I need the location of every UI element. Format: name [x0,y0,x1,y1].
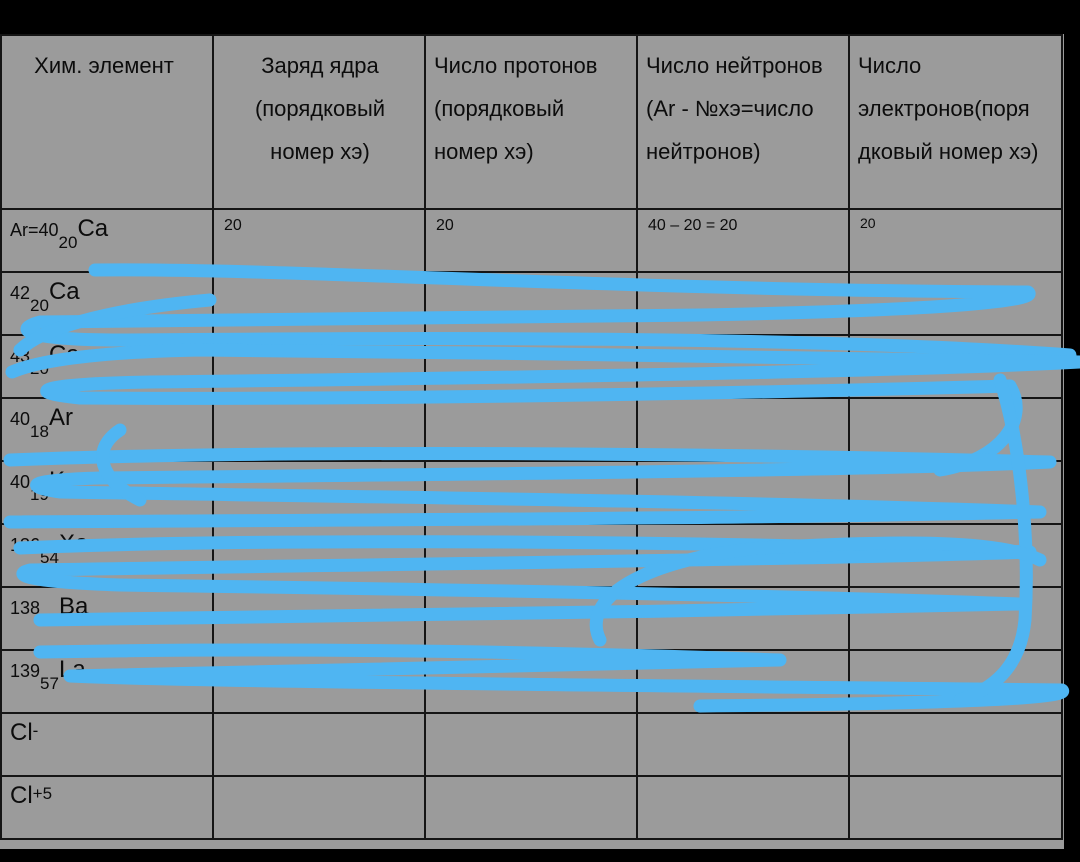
isotope-notation [2,651,212,693]
charge-value [214,273,424,280]
atomic-number: 18 [30,422,49,441]
charge-cell [213,650,425,713]
neutrons-value [638,462,848,469]
protons-cell [425,587,637,650]
mass-number: 136 [10,535,41,555]
element-symbol: Xe [58,530,89,557]
electrons-value [850,588,1061,593]
header-neutrons: Число нейтронов (Ar - №хэ=число нейтронов) [637,35,849,209]
table-row [1,209,1062,272]
neutrons-value [638,525,848,532]
charge-cell [213,335,425,398]
protons-value [426,777,636,784]
protons-cell [425,272,637,335]
electrons-value [850,777,1061,782]
mass-number: 40 [10,409,31,429]
charge-cell [213,713,425,776]
electrons-value [850,651,1061,656]
protons-cell [425,398,637,461]
element-symbol: Ca [48,341,80,368]
atomic-number: 20 [30,296,49,315]
isotope-notation [2,714,212,746]
table-row [1,461,1062,524]
neutrons-value [638,273,848,280]
element-symbol: K [48,467,65,494]
isotope-notation [2,273,212,315]
neutrons-value [638,714,848,721]
electrons-value [850,399,1061,404]
electrons-cell [849,776,1062,839]
element-cell [1,650,213,713]
electrons-value [850,273,1061,278]
electrons-value [850,525,1061,530]
protons-cell [425,461,637,524]
element-symbol: Ca [77,215,109,242]
element-cell [1,587,213,650]
neutrons-cell [637,335,849,398]
neutrons-value: 40 – 20 = 20 [648,217,738,234]
isotope-notation [2,336,212,378]
charge-cell [213,524,425,587]
element-cell [1,461,213,524]
header-nuclear-charge: Заряд ядра (порядковый номер хэ) [213,35,425,209]
electrons-value [850,462,1061,467]
neutrons-cell [637,713,849,776]
charge-cell [213,398,425,461]
atomic-number: 57 [40,674,59,693]
electrons-value [850,714,1061,719]
element-cell [1,335,213,398]
isotope-notation [2,399,212,441]
charge-value [214,777,424,784]
charge-value [214,651,424,658]
element-symbol: Cl [10,782,33,809]
element-cell [1,524,213,587]
neutrons-cell [637,209,849,272]
element-cell [1,272,213,335]
neutrons-cell [637,398,849,461]
neutrons-cell [637,587,849,650]
table-row [1,776,1062,839]
header-element: Хим. элемент [1,35,213,209]
electrons-value [850,336,1061,341]
ion-charge: - [32,721,39,740]
neutrons-value [638,588,848,595]
atomic-number: 20 [30,359,49,378]
atomic-number: 20 [58,233,78,252]
charge-cell [213,776,425,839]
table-row [1,650,1062,713]
mass-number: 42 [10,283,31,303]
charge-value [214,714,424,721]
element-cell [1,398,213,461]
protons-cell [425,776,637,839]
table-row [1,587,1062,650]
protons-value [426,336,636,343]
protons-cell [425,524,637,587]
isotope-notation [2,588,212,630]
isotope-notation [2,777,212,809]
protons-cell [425,713,637,776]
charge-value [214,525,424,532]
mass-number: Ar=40 [10,220,59,240]
protons-value: 20 [436,217,454,234]
charge-value [214,462,424,469]
protons-value [426,588,636,595]
neutrons-cell [637,776,849,839]
charge-value [214,399,424,406]
table-row [1,398,1062,461]
neutrons-value [638,336,848,343]
protons-value [426,525,636,532]
electrons-cell [849,713,1062,776]
electrons-cell [849,461,1062,524]
protons-value [426,273,636,280]
electrons-cell [849,272,1062,335]
table-row [1,272,1062,335]
protons-value [426,399,636,406]
mass-number: 138 [10,598,41,618]
header-protons: Число протонов (порядковый номер хэ) [425,35,637,209]
table-row [1,713,1062,776]
atomic-number: 19 [30,485,49,504]
protons-cell [425,650,637,713]
element-symbol: La [58,656,86,683]
neutrons-cell [637,461,849,524]
ion-charge: +5 [32,784,53,803]
neutrons-cell [637,650,849,713]
atomic-number: 54 [40,548,59,567]
electrons-cell [849,650,1062,713]
header-electrons: Число электронов(поря дковый номер хэ) [849,35,1062,209]
mass-number: 40 [10,472,31,492]
protons-value [426,714,636,721]
element-cell [1,713,213,776]
element-symbol: Ar [48,404,73,431]
element-symbol: Ba [58,593,89,620]
atomic-number: 56 [40,611,59,630]
element-cell [1,776,213,839]
chemistry-table [0,34,1063,840]
element-symbol: Cl [10,719,33,746]
charge-cell [213,272,425,335]
table-row [1,335,1062,398]
neutrons-cell [637,524,849,587]
mass-number: 139 [10,661,41,681]
isotope-notation [2,462,212,504]
protons-cell [425,335,637,398]
electrons-cell [849,587,1062,650]
charge-value [214,588,424,595]
neutrons-cell [637,272,849,335]
charge-cell [213,209,425,272]
electrons-cell [849,335,1062,398]
charge-value [214,336,424,343]
electrons-cell [849,524,1062,587]
mass-number: 43 [10,346,31,366]
header-row [1,35,1062,209]
table-row [1,524,1062,587]
neutrons-value [638,651,848,658]
bottom-frame [0,849,1080,862]
protons-value [426,462,636,469]
charge-cell [213,461,425,524]
charge-value: 20 [224,217,242,234]
neutrons-value [638,777,848,784]
isotope-notation [2,525,212,567]
element-symbol: Ca [48,278,80,305]
electrons-value: 20 [860,215,876,231]
isotope-notation [2,210,212,252]
element-cell [1,209,213,272]
protons-cell [425,209,637,272]
charge-cell [213,587,425,650]
neutrons-value [638,399,848,406]
electrons-cell [849,398,1062,461]
protons-value [426,651,636,658]
electrons-cell [849,209,1062,272]
